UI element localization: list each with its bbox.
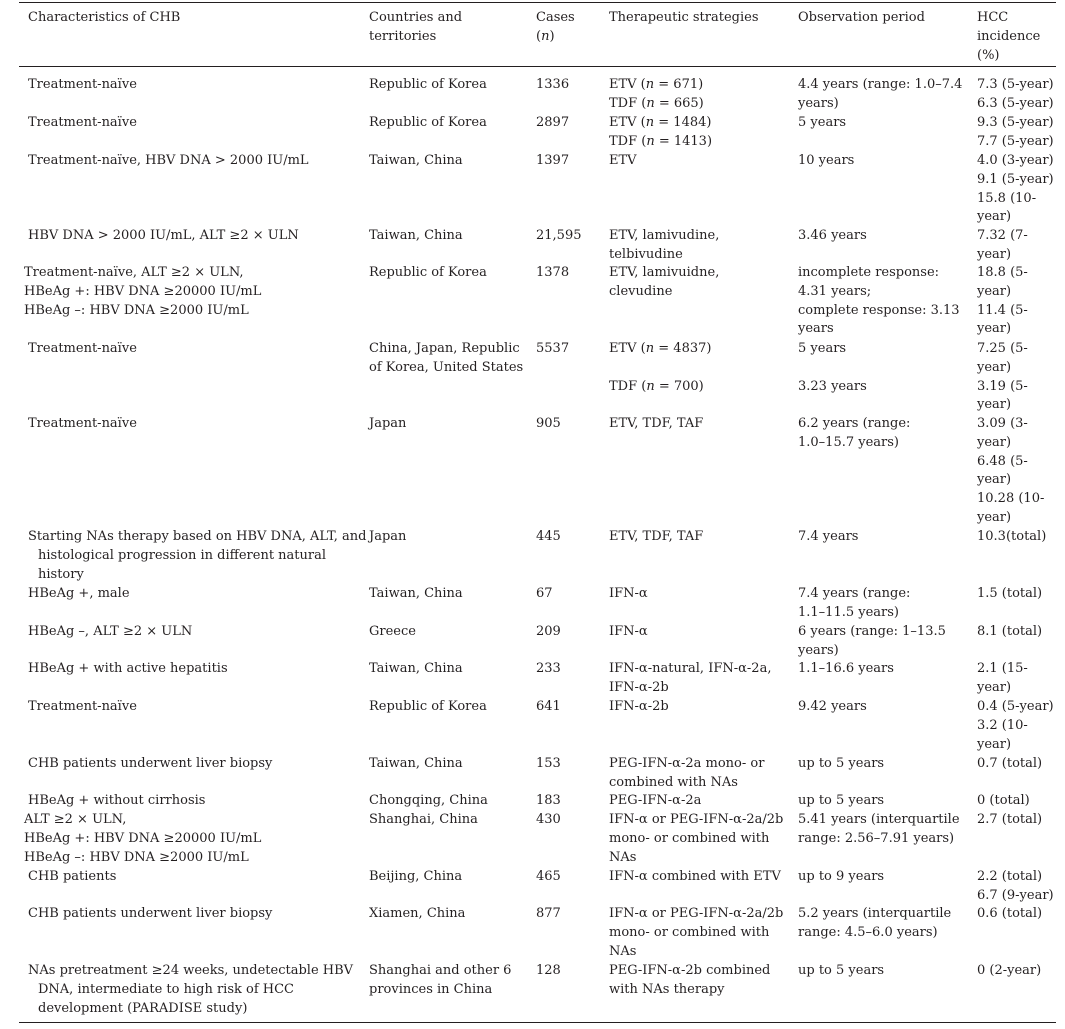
cell-observation: [798, 152, 854, 171]
cell-strategy: [609, 76, 704, 114]
cell-line: 15.8 (10-: [977, 190, 1037, 206]
cell-characteristics: [28, 698, 137, 717]
cell-cases: [536, 340, 569, 359]
cell-line: Treatment-naïve, ALT ≥2 × ULN,: [24, 265, 244, 280]
cell-observation: [798, 340, 867, 396]
header-hcc-incidence: [977, 9, 1040, 65]
cell-characteristics: [28, 152, 309, 171]
cell-line: Japan: [369, 529, 407, 544]
cell-line: Characteristics of CHB: [28, 10, 181, 25]
cell-line: Republic of Korea: [369, 265, 487, 280]
cell-line: TDF (n = 1413): [609, 133, 713, 149]
cell-country: [369, 962, 511, 1000]
cell-hcc-incidence: [977, 152, 1054, 227]
cell-line: development (PARADISE study): [38, 1000, 248, 1016]
cell-line: Beijing, China: [369, 869, 463, 884]
cell-line: year): [977, 472, 1012, 488]
cell-line: HBeAg +: HBV DNA ≥20000 IU/mL: [24, 283, 262, 299]
cell-line: complete response: 3.13: [798, 302, 960, 318]
cell-country: [369, 152, 463, 171]
cell-line: HBeAg –: HBV DNA ≥2000 IU/mL: [24, 302, 249, 318]
header-strategies: [609, 9, 759, 28]
cell-line: Taiwan, China: [369, 586, 463, 601]
cell-country: [369, 660, 463, 679]
cell-line: 5537: [536, 341, 570, 356]
cell-strategy: [609, 114, 712, 152]
cell-line: ETV: [609, 153, 637, 168]
cell-line: Shanghai and other 6: [369, 963, 512, 978]
cell-line: HBeAg –: HBV DNA ≥2000 IU/mL: [24, 849, 249, 865]
cell-line: 2897: [536, 115, 570, 130]
cell-line: PEG-IFN-α-2a mono- or: [609, 756, 765, 771]
cell-country: [369, 528, 406, 547]
cell-line: years: [798, 321, 834, 337]
cell-line: 7.7 (5-year): [977, 133, 1054, 149]
cell-characteristics: [28, 755, 272, 774]
cell-line: ETV (n = 1484): [609, 115, 712, 130]
cell-characteristics: [28, 114, 137, 133]
cell-line: 0 (total): [977, 793, 1030, 808]
cell-line: CHB patients underwent liver biopsy: [28, 906, 273, 921]
cell-country: [369, 868, 462, 887]
cell-cases: [536, 114, 569, 133]
cell-country: [369, 755, 463, 774]
cell-line: years): [798, 95, 839, 111]
cell-cases: [536, 152, 569, 171]
cell-line: histological progression in different natural: [38, 547, 327, 563]
cell-line: HBeAg –, ALT ≥2 × ULN: [28, 624, 193, 639]
cell-cases: [536, 811, 561, 830]
cell-line: ETV, lamivudine,: [609, 228, 720, 243]
cell-line: year): [977, 321, 1012, 337]
cell-characteristics: [28, 905, 272, 924]
cell-line: IFN-α-2b: [609, 699, 669, 714]
cell-line: 3.09 (3-: [977, 416, 1028, 431]
header-cases: [536, 9, 575, 47]
cell-line: up to 5 years: [798, 793, 885, 808]
table-top-rule: [19, 2, 1056, 3]
cell-line: Treatment-naïve: [28, 115, 137, 130]
cell-line: DNA, intermediate to high risk of HCC: [38, 981, 295, 997]
cell-line: Republic of Korea: [369, 115, 487, 130]
cell-characteristics: [28, 660, 228, 679]
cell-line: (%): [977, 47, 1000, 63]
cell-line: Taiwan, China: [369, 228, 463, 243]
cell-line: (n): [536, 28, 555, 44]
cell-line: mono- or combined with: [609, 924, 770, 940]
cell-characteristics: [28, 528, 366, 584]
cell-line: up to 5 years: [798, 963, 885, 978]
cell-line: 6.7 (9-year): [977, 887, 1054, 903]
cell-line: 5 years: [798, 341, 847, 356]
cell-line: up to 5 years: [798, 756, 885, 771]
cell-strategy: [609, 905, 783, 961]
cell-line: history: [38, 566, 84, 582]
cell-line: IFN-α: [609, 586, 648, 601]
cell-line: 7.4 years (range:: [798, 586, 911, 601]
cell-line: 877: [536, 906, 561, 921]
cell-line: 233: [536, 661, 561, 676]
cell-line: Chongqing, China: [369, 793, 488, 808]
cell-line: 9.3 (5-year): [977, 115, 1054, 130]
cell-line: 183: [536, 793, 561, 808]
cell-observation: [798, 868, 884, 887]
cell-cases: [536, 415, 561, 434]
cell-line: Starting NAs therapy based on HBV DNA, ALT, and: [28, 529, 367, 544]
cell-hcc-incidence: [977, 264, 1028, 339]
cell-line: Shanghai, China: [369, 812, 478, 827]
cell-line: ETV, TDF, TAF: [609, 529, 704, 544]
cell-observation: [798, 698, 867, 717]
cell-line: [798, 359, 867, 378]
cell-line: CHB patients: [28, 869, 117, 884]
cell-hcc-incidence: [977, 905, 1042, 924]
cell-cases: [536, 264, 569, 283]
cell-line: range: 4.5–6.0 years): [798, 924, 938, 940]
cell-line: with NAs therapy: [609, 981, 725, 997]
cell-characteristics: [28, 792, 205, 811]
header-characteristics: [28, 9, 180, 28]
cell-line: year): [977, 246, 1012, 262]
cell-hcc-incidence: [977, 792, 1030, 811]
cell-strategy: [609, 623, 648, 642]
cell-cases: [536, 623, 561, 642]
cell-line: 10.3(total): [977, 529, 1047, 544]
cell-country: [369, 623, 416, 642]
cell-line: 1336: [536, 77, 570, 92]
cell-strategy: [609, 755, 764, 793]
cell-line: 9.42 years: [798, 699, 867, 714]
cell-line: 7.25 (5-: [977, 341, 1028, 356]
cell-line: 6 years (range: 1–13.5: [798, 624, 946, 639]
cell-cases: [536, 868, 561, 887]
cell-line: 2.1 (15-: [977, 661, 1028, 676]
cell-line: 5 years: [798, 115, 847, 130]
cell-observation: [798, 264, 960, 339]
cell-line: 153: [536, 756, 561, 771]
cell-strategy: [609, 340, 711, 396]
cell-line: 6.2 years (range:: [798, 416, 911, 431]
cell-line: telbivudine: [609, 246, 683, 262]
cell-line: 445: [536, 529, 561, 544]
cell-cases: [536, 660, 561, 679]
cell-line: Xiamen, China: [369, 906, 466, 921]
cell-line: 3.23 years: [798, 378, 867, 394]
cell-line: year): [977, 209, 1012, 225]
cell-line: ETV, TDF, TAF: [609, 416, 704, 431]
cell-strategy: [609, 868, 781, 887]
cell-hcc-incidence: [977, 340, 1028, 415]
cell-hcc-incidence: [977, 962, 1041, 981]
cell-line: Treatment-naïve: [28, 341, 137, 356]
cell-cases: [536, 698, 561, 717]
cell-cases: [536, 227, 582, 246]
cell-observation: [798, 528, 858, 547]
cell-line: HCC: [977, 10, 1009, 25]
cell-characteristics: [28, 76, 137, 95]
cell-cases: [536, 585, 553, 604]
cell-country: [369, 585, 463, 604]
cell-hcc-incidence: [977, 585, 1042, 604]
cell-line: 128: [536, 963, 561, 978]
cell-line: IFN-α-2b: [609, 679, 669, 695]
cell-line: Treatment-naïve, HBV DNA > 2000 IU/mL: [28, 153, 309, 168]
cell-observation: [798, 660, 894, 679]
cell-observation: [798, 585, 910, 623]
cell-characteristics: [28, 623, 192, 642]
cell-country: [369, 792, 488, 811]
cell-line: year): [977, 397, 1012, 413]
cell-strategy: [609, 698, 669, 717]
cell-line: Countries and: [369, 10, 463, 25]
cell-line: HBeAg + without cirrhosis: [28, 793, 206, 808]
cell-characteristics: [28, 415, 137, 434]
cell-line: ETV, lamivuidne,: [609, 265, 720, 280]
cell-line: Republic of Korea: [369, 699, 487, 714]
cell-line: Treatment-naïve: [28, 77, 137, 92]
table-bottom-rule: [19, 1022, 1056, 1023]
cell-line: 8.1 (total): [977, 624, 1043, 639]
cell-hcc-incidence: [977, 755, 1042, 774]
cell-line: range: 2.56–7.91 years): [798, 830, 955, 846]
cell-line: 1378: [536, 265, 570, 280]
cell-observation: [798, 227, 867, 246]
cell-hcc-incidence: [977, 76, 1054, 114]
cell-observation: [798, 114, 846, 133]
cell-line: 0 (2-year): [977, 963, 1042, 978]
cell-line: IFN-α: [609, 624, 648, 639]
hcc-incidence-table: [19, 0, 1056, 1029]
cell-line: Treatment-naïve: [28, 699, 137, 714]
cell-hcc-incidence: [977, 227, 1028, 265]
cell-characteristics: [24, 811, 261, 867]
cell-characteristics: [28, 962, 353, 1018]
cell-line: 11.4 (5-: [977, 302, 1028, 318]
cell-line: year): [977, 283, 1012, 299]
cell-observation: [798, 962, 884, 981]
cell-line: year): [977, 509, 1012, 525]
cell-line: 209: [536, 624, 561, 639]
cell-line: combined with NAs: [609, 774, 738, 790]
cell-strategy: [609, 415, 703, 434]
cell-line: Taiwan, China: [369, 153, 463, 168]
cell-observation: [798, 415, 910, 453]
cell-hcc-incidence: [977, 660, 1028, 698]
cell-line: TDF (n = 665): [609, 95, 704, 111]
cell-line: clevudine: [609, 283, 673, 299]
cell-cases: [536, 905, 561, 924]
cell-line: 21,595: [536, 228, 582, 243]
cell-strategy: [609, 585, 648, 604]
cell-line: CHB patients underwent liver biopsy: [28, 756, 273, 771]
header-countries: [369, 9, 462, 47]
cell-line: 0.6 (total): [977, 906, 1043, 921]
cell-line: HBeAg +: HBV DNA ≥20000 IU/mL: [24, 830, 262, 846]
cell-line: ETV (n = 4837): [609, 341, 712, 356]
cell-line: China, Japan, Republic: [369, 341, 520, 356]
cell-strategy: [609, 528, 703, 547]
cell-cases: [536, 755, 561, 774]
cell-country: [369, 905, 465, 924]
cell-hcc-incidence: [977, 698, 1054, 754]
cell-line: 7.3 (5-year): [977, 77, 1054, 92]
cell-country: [369, 114, 487, 133]
cell-line: 3.46 years: [798, 228, 867, 243]
cell-observation: [798, 811, 960, 849]
cell-characteristics: [28, 868, 116, 887]
cell-line: IFN-α or PEG-IFN-α-2a/2b: [609, 812, 784, 827]
cell-line: NAs: [609, 849, 637, 865]
cell-line: Republic of Korea: [369, 77, 487, 92]
cell-country: [369, 264, 487, 283]
cell-characteristics: [28, 585, 130, 604]
cell-line: HBeAg +, male: [28, 586, 130, 601]
cell-line: Cases: [536, 10, 575, 25]
cell-line: 4.4 years (range: 1.0–7.4: [798, 77, 963, 92]
cell-line: 6.48 (5-: [977, 453, 1028, 469]
cell-line: IFN-α combined with ETV: [609, 869, 781, 884]
cell-line: 7.4 years: [798, 529, 859, 544]
cell-line: 4.0 (3-year): [977, 153, 1054, 168]
cell-strategy: [609, 264, 719, 302]
cell-line: 4.31 years;: [798, 283, 872, 299]
cell-observation: [798, 905, 951, 943]
cell-line: 430: [536, 812, 561, 827]
cell-line: 10 years: [798, 153, 855, 168]
cell-line: 5.41 years (interquartile: [798, 812, 960, 827]
cell-line: IFN-α or PEG-IFN-α-2a/2b: [609, 906, 784, 921]
cell-hcc-incidence: [977, 528, 1046, 547]
cell-line: 10.28 (10-: [977, 491, 1045, 507]
cell-strategy: [609, 152, 637, 171]
cell-country: [369, 227, 463, 246]
cell-line: Observation period: [798, 10, 925, 25]
header-bottom-rule: [19, 66, 1056, 67]
cell-line: 905: [536, 416, 561, 431]
cell-line: 641: [536, 699, 561, 714]
cell-characteristics: [28, 340, 137, 359]
cell-line: 3.19 (5-: [977, 378, 1028, 394]
cell-observation: [798, 76, 962, 114]
cell-observation: [798, 755, 884, 774]
cell-hcc-incidence: [977, 623, 1042, 642]
cell-strategy: [609, 792, 701, 811]
cell-line: ETV (n = 671): [609, 77, 704, 92]
cell-line: Japan: [369, 416, 407, 431]
cell-line: 18.8 (5-: [977, 265, 1028, 280]
cell-hcc-incidence: [977, 868, 1054, 906]
cell-country: [369, 415, 406, 434]
cell-line: NAs pretreatment ≥24 weeks, undetectable HBV: [28, 963, 354, 978]
cell-line: mono- or combined with: [609, 830, 770, 846]
cell-strategy: [609, 660, 771, 698]
cell-hcc-incidence: [977, 114, 1054, 152]
cell-line: 1397: [536, 153, 570, 168]
cell-line: 3.2 (10-: [977, 717, 1028, 733]
cell-line: 1.1–16.6 years: [798, 661, 894, 676]
cell-observation: [798, 792, 884, 811]
cell-strategy: [609, 811, 783, 867]
cell-line: 2.7 (total): [977, 812, 1043, 827]
cell-hcc-incidence: [977, 811, 1042, 830]
cell-line: PEG-IFN-α-2b combined: [609, 963, 771, 978]
cell-line: IFN-α-natural, IFN-α-2a,: [609, 661, 772, 676]
cell-line: 0.4 (5-year): [977, 699, 1054, 714]
cell-line: incomplete response:: [798, 265, 940, 280]
cell-characteristics: [24, 264, 261, 320]
cell-cases: [536, 76, 569, 95]
cell-line: year): [977, 434, 1012, 450]
cell-line: Taiwan, China: [369, 661, 463, 676]
cell-line: HBV DNA > 2000 IU/mL, ALT ≥2 × ULN: [28, 228, 299, 243]
cell-line: Therapeutic strategies: [609, 10, 759, 25]
cell-line: territories: [369, 28, 437, 44]
cell-line: 9.1 (5-year): [977, 171, 1054, 187]
cell-characteristics: [28, 227, 299, 246]
cell-line: 1.5 (total): [977, 586, 1043, 601]
cell-line: of Korea, United States: [369, 359, 524, 375]
cell-line: 2.2 (total): [977, 869, 1043, 884]
cell-line: year): [977, 679, 1012, 695]
cell-line: ALT ≥2 × ULN,: [24, 812, 127, 827]
cell-line: 1.1–11.5 years): [798, 604, 899, 620]
cell-line: 7.32 (7-: [977, 228, 1028, 243]
cell-country: [369, 811, 478, 830]
cell-line: Taiwan, China: [369, 756, 463, 771]
cell-line: 5.2 years (interquartile: [798, 906, 952, 921]
cell-line: 67: [536, 586, 553, 601]
cell-line: [609, 359, 711, 378]
cell-line: HBeAg + with active hepatitis: [28, 661, 228, 676]
cell-line: provinces in China: [369, 981, 493, 997]
cell-line: 465: [536, 869, 561, 884]
cell-line: NAs: [609, 943, 637, 959]
cell-country: [369, 76, 487, 95]
cell-line: year): [977, 359, 1012, 375]
cell-line: TDF (n = 700): [609, 378, 704, 394]
cell-line: 0.7 (total): [977, 756, 1043, 771]
cell-observation: [798, 623, 946, 661]
cell-line: Greece: [369, 624, 416, 639]
cell-line: years): [798, 642, 839, 658]
cell-cases: [536, 528, 561, 547]
cell-line: PEG-IFN-α-2a: [609, 793, 702, 808]
header-observation: [798, 9, 925, 28]
cell-line: Treatment-naïve: [28, 416, 137, 431]
cell-line: 1.0–15.7 years): [798, 434, 899, 450]
cell-cases: [536, 792, 561, 811]
cell-strategy: [609, 962, 770, 1000]
cell-cases: [536, 962, 561, 981]
cell-line: year): [977, 736, 1012, 752]
cell-line: incidence: [977, 28, 1041, 44]
cell-hcc-incidence: [977, 415, 1044, 528]
cell-line: up to 9 years: [798, 869, 885, 884]
cell-country: [369, 698, 487, 717]
cell-strategy: [609, 227, 719, 265]
cell-line: 6.3 (5-year): [977, 95, 1054, 111]
cell-country: [369, 340, 523, 378]
